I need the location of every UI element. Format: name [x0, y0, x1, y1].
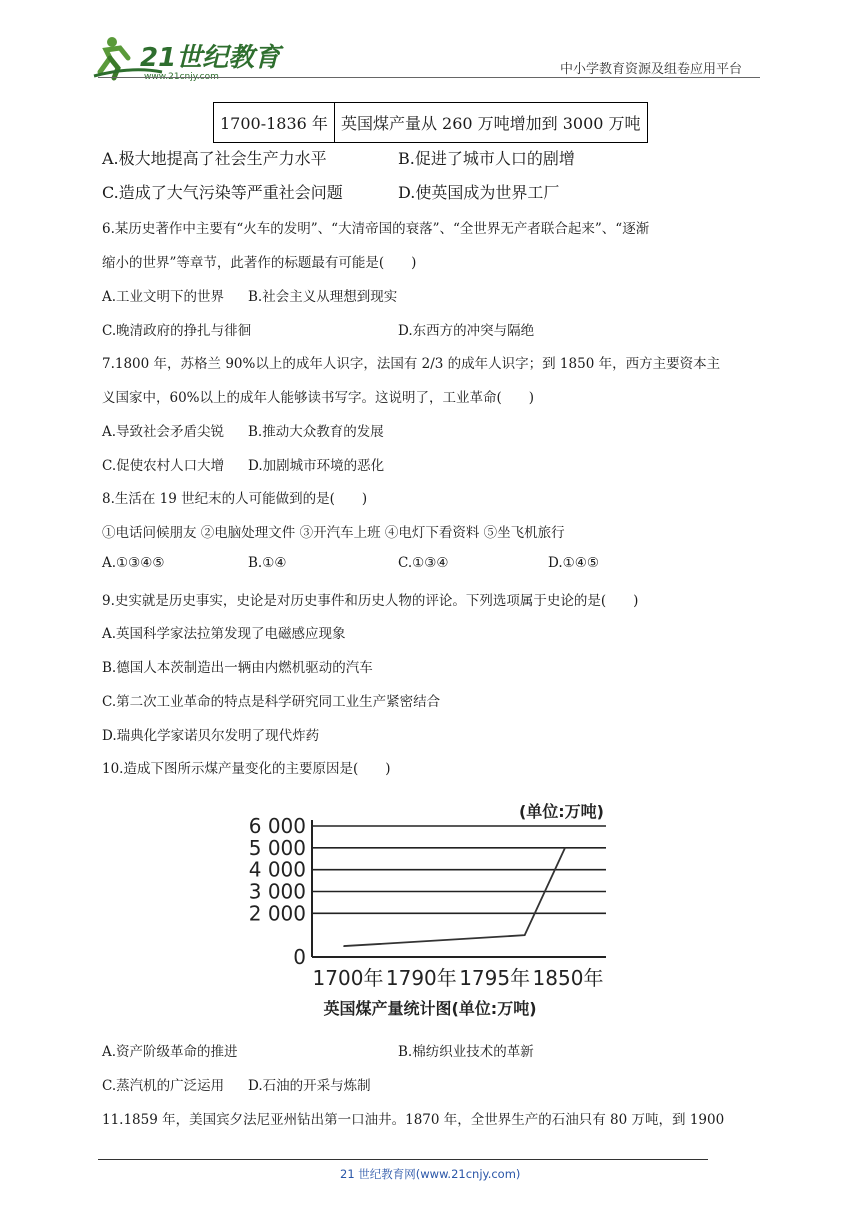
logo-url: www.21cnjy.com — [144, 72, 219, 82]
chart-caption: 英国煤产量统计图(单位:万吨) — [323, 999, 537, 1018]
data-point — [524, 934, 526, 936]
q8-option-c: C.①③④ — [398, 555, 449, 571]
data-point — [564, 847, 566, 849]
period-cell: 1700-1836 年 — [214, 103, 335, 143]
q10-option-c: C.蒸汽机的广泛运用 — [102, 1078, 225, 1094]
data-point — [343, 945, 345, 947]
q8-option-b: B.①④ — [248, 555, 287, 571]
y-tick-label: 4 000 — [248, 857, 306, 882]
q10-option-b: B.棉纺织业技术的革新 — [398, 1044, 534, 1060]
q10-option-a: A.资产阶级革命的推进 — [102, 1044, 238, 1060]
q7-stem-line1: 7.1800 年，苏格兰 90%以上的成年人识字，法国有 2/3 的成年人识字；到 1850 年，西方主要资本主 — [102, 356, 721, 372]
header-divider — [98, 77, 760, 78]
q7-option-b: B.推动大众教育的发展 — [248, 424, 384, 440]
q11-stem: 11.1859 年，美国宾夕法尼亚州钻出第一口油井。1870 年，全世界生产的石油只有 80 万吨，到 1900 — [102, 1112, 725, 1128]
q7-option-d: D.加剧城市环境的恶化 — [248, 458, 385, 474]
y-tick-label: 3 000 — [248, 879, 306, 904]
q8-option-d: D.①④⑤ — [548, 555, 599, 571]
q10-option-d: D.石油的开采与炼制 — [248, 1078, 371, 1094]
logo-text: 21世纪教育 — [140, 43, 281, 73]
q6-option-c: C.晚清政府的挣扎与徘徊 — [102, 323, 252, 339]
q9-option-b: B.德国人本茨制造出一辆由内燃机驱动的汽车 — [102, 660, 373, 676]
footer-divider — [98, 1159, 708, 1160]
x-tick-label: 1795年 — [459, 966, 531, 990]
q5-option-a: A.极大地提高了社会生产力水平 — [102, 149, 327, 168]
q6-option-b: B.社会主义从理想到现实 — [248, 289, 398, 305]
fact-table — [213, 102, 648, 143]
q5-option-d: D.使英国成为世界工厂 — [398, 183, 560, 202]
coal-output-line — [344, 848, 565, 946]
q6-option-d: D.东西方的冲突与隔绝 — [398, 323, 535, 339]
q7-option-c: C.促使农村人口大增 — [102, 458, 225, 474]
q9-option-a: A.英国科学家法拉第发现了电磁感应现象 — [102, 626, 346, 642]
x-tick-label: 1790年 — [385, 966, 457, 990]
y-tick-label: 6 000 — [248, 814, 306, 838]
coal-output-chart — [240, 792, 620, 1024]
description-cell: 英国煤产量从 260 万吨增加到 3000 万吨 — [334, 103, 647, 143]
y-tick-label: 0 — [293, 945, 306, 969]
platform-name: 中小学教育资源及组卷应用平台 — [560, 62, 743, 77]
q8-option-a: A.①③④⑤ — [102, 555, 165, 571]
q6-stem-line2: 缩小的世界”等章节，此著作的标题最有可能是( ) — [102, 255, 417, 271]
q9-stem: 9.史实就是历史事实，史论是对历史事件和历史人物的评论。下列选项属于史论的是( ) — [102, 593, 639, 609]
q6-stem-line1: 6.某历史著作中主要有“火车的发明”、“大清帝国的衰落”、“全世界无产者联合起来”、“逐渐 — [102, 221, 650, 237]
q5-option-b: B.促进了城市人口的剧增 — [398, 149, 575, 168]
x-tick-label: 1700年 — [312, 966, 384, 990]
q5-option-c: C.造成了大气污染等严重社会问题 — [102, 183, 343, 202]
q8-items: ①电话问候朋友 ②电脑处理文件 ③开汽车上班 ④电灯下看资料 ⑤坐飞机旅行 — [102, 525, 565, 541]
q8-stem: 8.生活在 19 世纪末的人可能做到的是( ) — [102, 491, 368, 507]
x-tick-label: 1850年 — [532, 966, 604, 990]
q9-option-c: C.第二次工业革命的特点是科学研究同工业生产紧密结合 — [102, 694, 441, 710]
q7-option-a: A.导致社会矛盾尖锐 — [102, 424, 225, 440]
y-tick-label: 5 000 — [248, 835, 306, 860]
q6-option-a: A.工业文明下的世界 — [102, 289, 225, 305]
q7-stem-line2: 义国家中，60%以上的成年人能够读书写字。这说明了，工业革命( ) — [102, 390, 535, 406]
table-row — [214, 103, 648, 143]
y-tick-label: 2 000 — [248, 901, 306, 926]
q9-option-d: D.瑞典化学家诺贝尔发明了现代炸药 — [102, 728, 320, 744]
chart-unit-label: (单位:万吨) — [518, 802, 604, 821]
footer-text: 21 世纪教育网(www.21cnjy.com) — [340, 1167, 521, 1181]
q10-stem: 10.造成下图所示煤产量变化的主要原因是( ) — [102, 761, 391, 777]
